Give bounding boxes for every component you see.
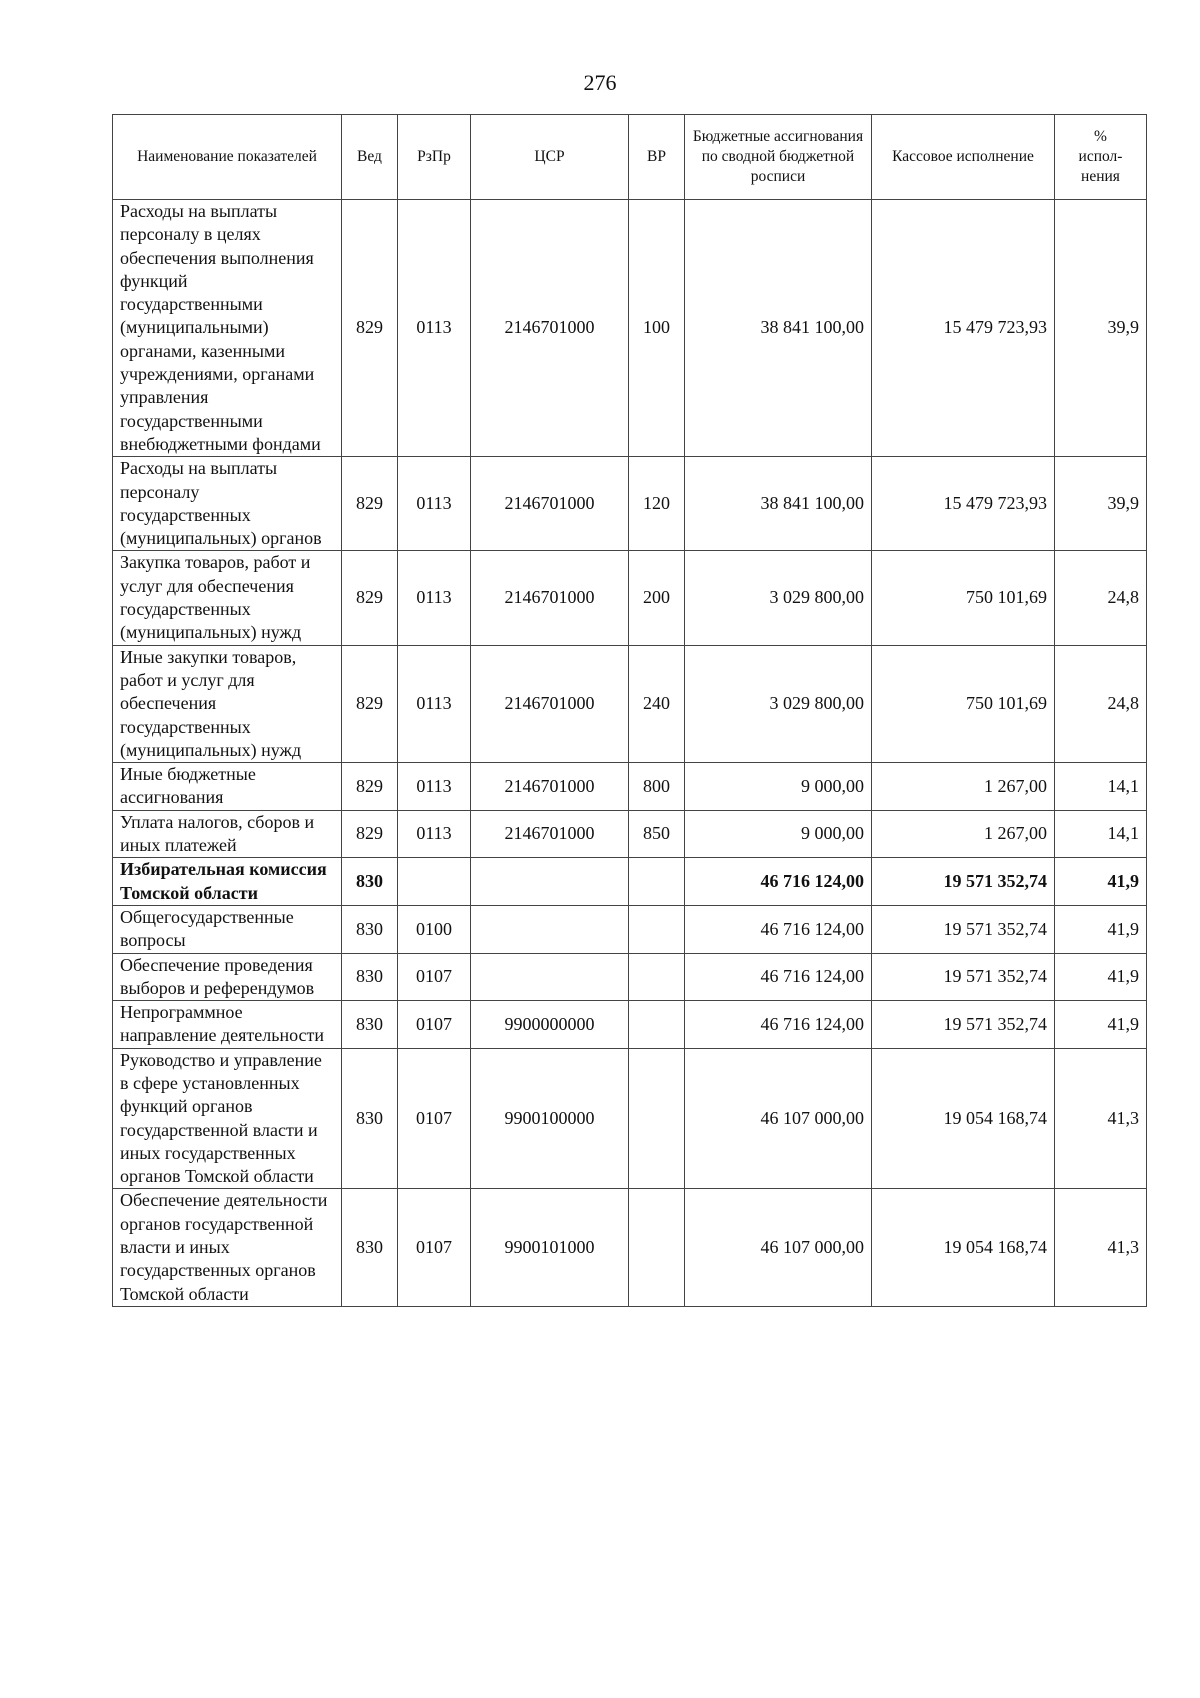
header-cash: Кассовое исполнение [872,115,1055,200]
cell-csr: 2146701000 [471,457,629,551]
cell-vr [629,953,685,1001]
cell-vr: 100 [629,200,685,457]
cell-rzpr: 0113 [398,551,471,645]
cell-percent: 41,9 [1055,905,1147,953]
cell-csr: 9900101000 [471,1189,629,1306]
cell-percent: 41,9 [1055,858,1147,906]
header-percent [1055,115,1147,200]
table-row [113,858,1147,906]
cell-name: Иные закупки товаров, работ и услуг для обеспечения государственных (муниципальных) нужд [113,645,342,762]
cell-csr: 2146701000 [471,810,629,858]
cell-budget: 46 716 124,00 [685,905,872,953]
table-row [113,810,1147,858]
header-budget: Бюджетные ассигнования по сводной бюджетной росписи [685,115,872,200]
cell-csr [471,905,629,953]
cell-vr: 200 [629,551,685,645]
cell-budget: 46 716 124,00 [685,858,872,906]
table-row [113,1048,1147,1189]
table-row [113,763,1147,811]
table-row [113,1001,1147,1049]
cell-ved: 829 [342,645,398,762]
cell-vr [629,858,685,906]
cell-budget: 3 029 800,00 [685,551,872,645]
cell-budget: 46 716 124,00 [685,953,872,1001]
header-csr: ЦСР [471,115,629,200]
cell-vr: 800 [629,763,685,811]
cell-rzpr: 0107 [398,953,471,1001]
cell-vr [629,1001,685,1049]
cell-name: Иные бюджетные ассигнования [113,763,342,811]
cell-budget: 3 029 800,00 [685,645,872,762]
cell-percent: 41,9 [1055,1001,1147,1049]
table-row [113,1189,1147,1306]
cell-ved: 829 [342,551,398,645]
header-rzpr: РзПр [398,115,471,200]
cell-ved: 829 [342,763,398,811]
cell-csr [471,953,629,1001]
cell-ved: 830 [342,905,398,953]
cell-budget: 38 841 100,00 [685,200,872,457]
cell-rzpr [398,858,471,906]
cell-percent: 41,3 [1055,1048,1147,1189]
cell-rzpr: 0107 [398,1048,471,1189]
cell-csr [471,858,629,906]
header-name: Наименование показателей [113,115,342,200]
cell-cash: 750 101,69 [872,645,1055,762]
cell-budget: 46 107 000,00 [685,1048,872,1189]
cell-rzpr: 0113 [398,763,471,811]
cell-csr: 2146701000 [471,200,629,457]
cell-ved: 830 [342,1048,398,1189]
cell-csr: 2146701000 [471,763,629,811]
cell-vr: 850 [629,810,685,858]
cell-cash: 19 571 352,74 [872,905,1055,953]
table-row [113,953,1147,1001]
cell-percent: 14,1 [1055,763,1147,811]
cell-csr: 2146701000 [471,645,629,762]
cell-cash: 750 101,69 [872,551,1055,645]
header-vr: ВР [629,115,685,200]
cell-ved: 829 [342,200,398,457]
cell-rzpr: 0107 [398,1189,471,1306]
cell-cash: 1 267,00 [872,810,1055,858]
cell-budget: 46 107 000,00 [685,1189,872,1306]
cell-rzpr: 0113 [398,457,471,551]
cell-percent: 39,9 [1055,200,1147,457]
cell-name: Уплата налогов, сборов и иных платежей [113,810,342,858]
cell-percent: 24,8 [1055,551,1147,645]
cell-cash: 15 479 723,93 [872,457,1055,551]
cell-vr [629,1189,685,1306]
table-row [113,551,1147,645]
cell-budget: 9 000,00 [685,810,872,858]
cell-csr: 2146701000 [471,551,629,645]
cell-ved: 830 [342,953,398,1001]
cell-cash: 19 571 352,74 [872,1001,1055,1049]
cell-name: Обеспечение деятельности органов государственной власти и иных государственных органов Томской области [113,1189,342,1306]
cell-cash: 1 267,00 [872,763,1055,811]
cell-rzpr: 0113 [398,200,471,457]
header-percent-word-part1: испол- [1078,148,1123,165]
cell-name: Расходы на выплаты персоналу в целях обеспечения выполнения функций государственными (муниципальными) органами, казенными учреждениями, органами управления государственными внебюджетными фондами [113,200,342,457]
cell-name: Закупка товаров, работ и услуг для обеспечения государственных (муниципальных) нужд [113,551,342,645]
cell-cash: 19 571 352,74 [872,953,1055,1001]
budget-execution-table [112,114,1147,1307]
cell-name: Общегосударственные вопросы [113,905,342,953]
cell-vr: 240 [629,645,685,762]
cell-rzpr: 0113 [398,810,471,858]
cell-cash: 15 479 723,93 [872,200,1055,457]
cell-ved: 830 [342,858,398,906]
cell-rzpr: 0113 [398,645,471,762]
header-percent-word-part2: нения [1081,168,1120,185]
cell-vr: 120 [629,457,685,551]
cell-csr: 9900000000 [471,1001,629,1049]
cell-rzpr: 0100 [398,905,471,953]
table-row [113,457,1147,551]
cell-ved: 830 [342,1189,398,1306]
table-header-row [113,115,1147,200]
cell-name: Руководство и управление в сфере установленных функций органов государственной власти и иных государственных органов Томской области [113,1048,342,1189]
cell-vr [629,905,685,953]
cell-budget: 38 841 100,00 [685,457,872,551]
cell-rzpr: 0107 [398,1001,471,1049]
cell-vr [629,1048,685,1189]
cell-name: Расходы на выплаты персоналу государственных (муниципальных) органов [113,457,342,551]
page-number: 276 [583,70,617,95]
cell-percent: 39,9 [1055,457,1147,551]
cell-name: Непрограммное направление деятельности [113,1001,342,1049]
cell-name: Избирательная комиссия Томской области [113,858,342,906]
cell-percent: 41,3 [1055,1189,1147,1306]
cell-cash: 19 571 352,74 [872,858,1055,906]
header-ved: Вед [342,115,398,200]
cell-ved: 830 [342,1001,398,1049]
table-row [113,200,1147,457]
table-row [113,905,1147,953]
cell-budget: 46 716 124,00 [685,1001,872,1049]
header-percent-sign: % [1094,128,1107,145]
cell-percent: 24,8 [1055,645,1147,762]
cell-name: Обеспечение проведения выборов и референдумов [113,953,342,1001]
cell-cash: 19 054 168,74 [872,1048,1055,1189]
cell-percent: 41,9 [1055,953,1147,1001]
table-body [113,200,1147,1307]
cell-budget: 9 000,00 [685,763,872,811]
cell-ved: 829 [342,810,398,858]
cell-ved: 829 [342,457,398,551]
cell-csr: 9900100000 [471,1048,629,1189]
table-row [113,645,1147,762]
cell-percent: 14,1 [1055,810,1147,858]
cell-cash: 19 054 168,74 [872,1189,1055,1306]
